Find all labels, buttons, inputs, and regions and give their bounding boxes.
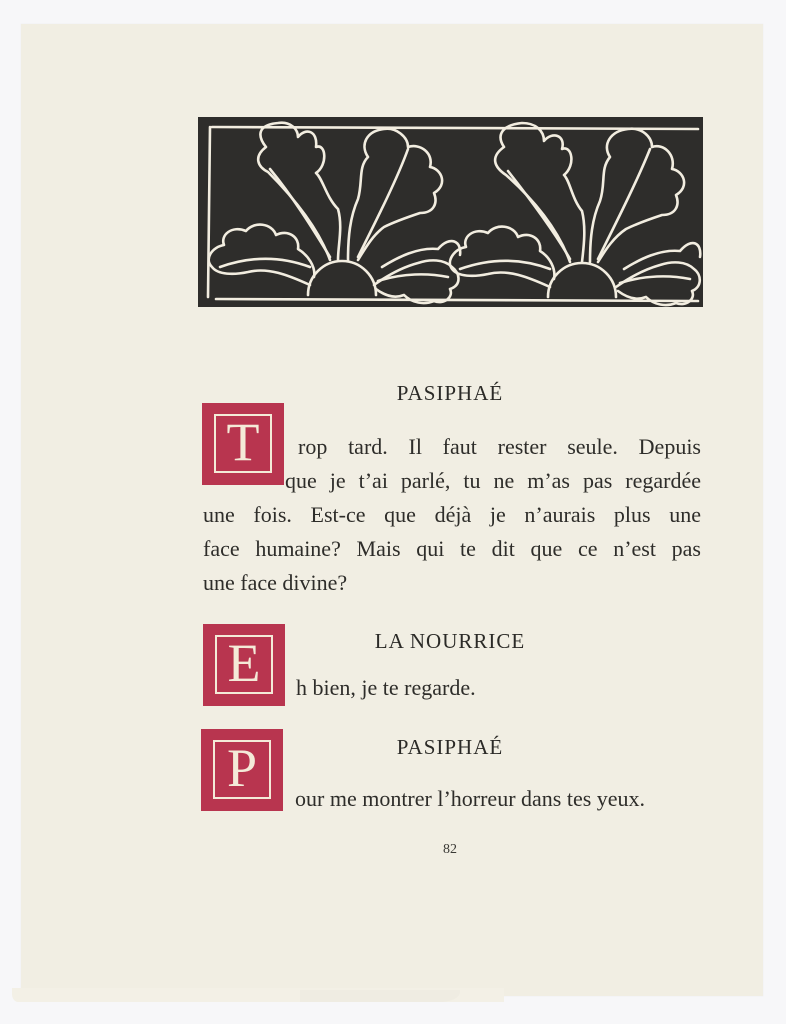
page-number: 82 — [443, 842, 457, 857]
speaker-name: LA NOURRICE — [374, 629, 526, 653]
woodcut-ornament-band — [198, 117, 703, 307]
acanthus-leaf-ornament-icon — [198, 117, 703, 307]
text-line: que je t’ai parlé, tu ne m’as pas regardée — [285, 468, 701, 493]
drop-cap — [203, 624, 285, 706]
text-line: h bien, je te regarde. — [296, 675, 476, 700]
drop-cap — [201, 729, 283, 811]
speaker-name: PASIPHAÉ — [396, 735, 504, 759]
speaker-name: PASIPHAÉ — [396, 381, 504, 405]
text-line: une fois. Est-ce que déjà je n’aurais plus une — [203, 502, 701, 527]
drop-cap-letter: T — [226, 412, 260, 472]
text-line: rop tard. Il faut rester seule. Depuis — [298, 434, 701, 459]
drop-cap — [202, 403, 284, 485]
drop-cap-letter: P — [226, 738, 258, 798]
deckled-edge — [300, 990, 460, 1002]
text-line: une face divine? — [203, 570, 348, 595]
text-line: face humaine? Mais qui te dit que ce n’est pas — [203, 536, 701, 561]
drop-cap-letter: E — [227, 633, 261, 693]
text-line: our me montrer l’horreur dans tes yeux. — [295, 786, 646, 811]
